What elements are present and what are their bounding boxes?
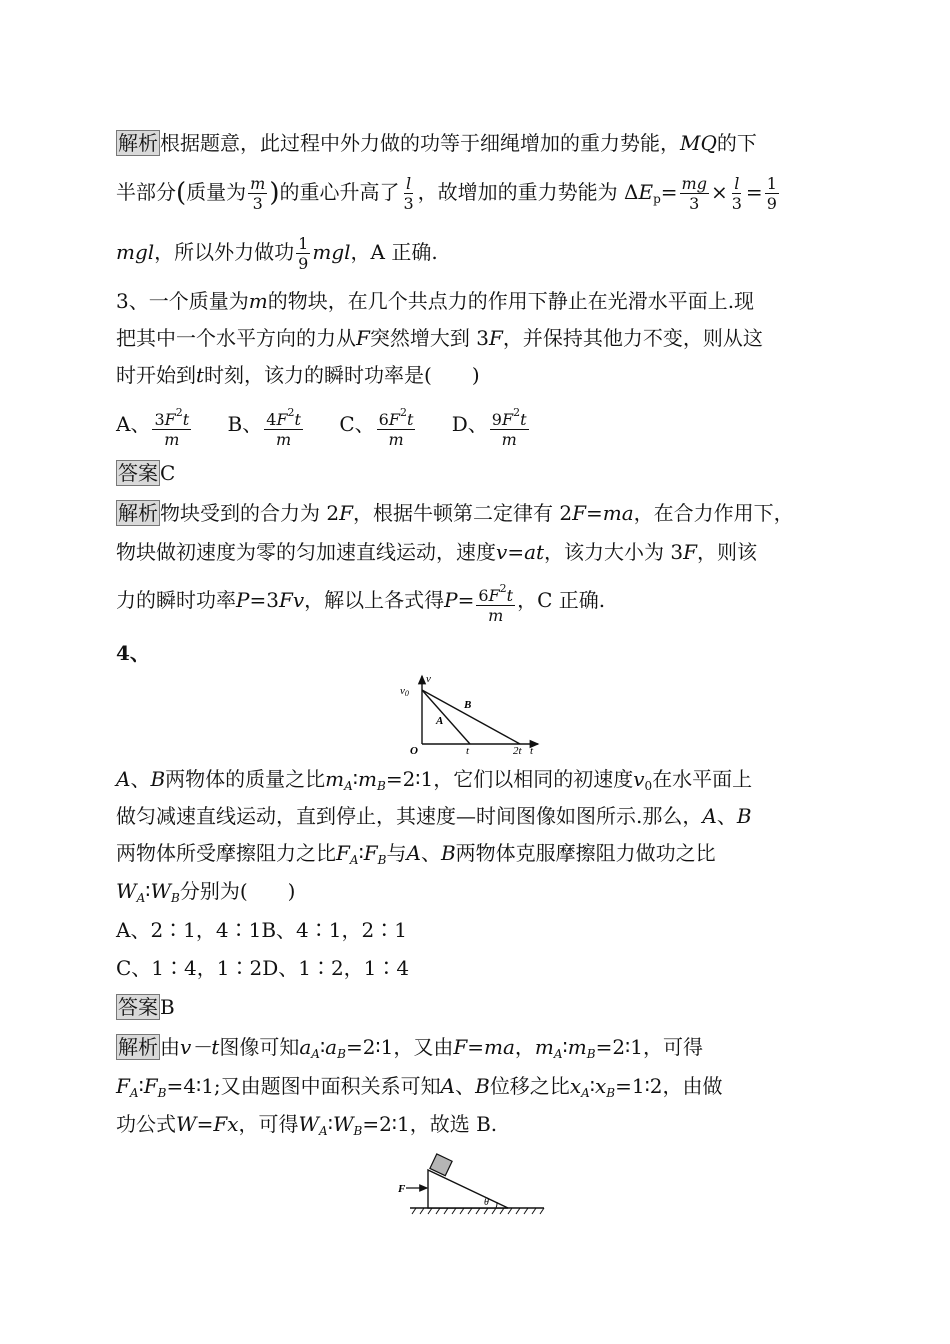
q3-analysis-line-3: 力的瞬时功率P=3Fv，解以上各式得P= $\frac{6F^2t}{m}$ ，C 正确. [116, 578, 605, 625]
option-a: A、 $\frac{3F^2t}{m}$ [116, 402, 193, 449]
q3-stem-line-1: 3、一个质量为m的物块，在几个共点力的作用下静止在光滑水平面上.现 [116, 289, 755, 313]
fraction: $\frac{l}{3}$ [731, 174, 742, 213]
q3-analysis-line-1: 解析 物块受到的合力为 2F，根据牛顿第二定律有 2F=ma，在合力作用下， [118, 501, 794, 525]
2t-tick-label: 2t [513, 745, 522, 757]
incline-wedge [428, 1170, 508, 1208]
q4-stem-line-2: 做匀减速直线运动，直到停止，其速度—时间图像如图所示.那么，A、B [116, 804, 752, 828]
line-b-label: B [464, 699, 472, 711]
q4-analysis-line-2: $F_A∶F_B=4∶1$;又由题图中面积关系可知A、B位移之比$x_A∶x_B=1∶2$，由做 [116, 1074, 723, 1100]
v-axis-label: v [426, 673, 431, 685]
q4-answer: 答案 B [118, 995, 175, 1019]
v0-label: v0 [400, 685, 409, 698]
q4-analysis-line-1: 解析 由v－t图像可知$a_A∶a_B=2∶1$，又由F=ma，$m_A∶m_B=2∶1$，可得 [118, 1035, 703, 1061]
analysis-tag: 解析 [118, 1035, 158, 1059]
line-a-label: A [436, 715, 444, 727]
q3-options [116, 402, 559, 449]
fraction: $\frac{mg}{3}$ [681, 174, 707, 213]
q3-stem-line-3: 时开始到t时刻，该力的瞬时功率是( ) [116, 363, 480, 387]
origin-label: O [410, 745, 418, 757]
analysis-tag: 解析 [118, 131, 158, 155]
q3-stem-line-2: 把其中一个水平方向的力从F突然增大到 3F，并保持其他力不变，则从这 [116, 326, 763, 350]
answer-tag: 答案 [118, 995, 158, 1019]
q2-analysis-line-2: 半部分(质量为 $\frac{m}{3}$ )的重心升高了 $\frac{l}{3}$ ，故增加的重力势能为 $\Delta E_p=$ $\frac{mg}{3}$ × $\frac{l}{3}$ = $\frac{1}{9}$ [116, 174, 777, 213]
q4-stem-line-1: A、B两物体的质量之比$m_A∶m_B=2∶1$，它们以相同的初速度$v_0$在水平面上 [116, 767, 753, 793]
analysis-tag: 解析 [118, 501, 158, 525]
q2-analysis-line-1: 解析 根据题意，此过程中外力做的功等于细绳增加的重力势能，MQ的下 [118, 131, 757, 155]
q4-options-line-2: C、1∶4，1∶2D、1∶2，1∶4 [116, 956, 410, 980]
q4-stem-line-3: 两物体所受摩擦阻力之比$F_A∶F_B$与A、B两物体克服摩擦阻力做功之比 [116, 841, 716, 867]
t-tick-label: t [466, 745, 470, 757]
t-axis-label: t [530, 745, 534, 757]
velocity-time-graph [380, 668, 560, 758]
q3-analysis-line-2: 物块做初速度为零的匀加速直线运动，速度v=at，该力大小为 3F，则该 [116, 540, 758, 564]
q4-stem-line-4: $W_A∶W_B$分别为( ) [116, 879, 296, 905]
angle-label: θ [484, 1197, 489, 1208]
incline-figure [396, 1148, 556, 1218]
q4-number: 4、 [116, 641, 150, 665]
q4-options-line-1: A、2∶1，4∶1B、4∶1，2∶1 [116, 918, 407, 942]
option-d: D、 $\frac{9F^2t}{m}$ [452, 402, 531, 449]
q3-answer: 答案 C [118, 461, 176, 485]
fraction: $\frac{1}{9}$ [298, 234, 309, 273]
force-label: F [398, 1183, 406, 1195]
ground-hatching [412, 1208, 544, 1214]
answer-tag: 答案 [118, 461, 158, 485]
fraction: $\frac{1}{9}$ [766, 174, 777, 213]
fraction: $\frac{m}{3}$ [250, 174, 266, 213]
option-b: B、 $\frac{4F^2t}{m}$ [228, 402, 305, 449]
option-c: C、 $\frac{6F^2t}{m}$ [339, 402, 417, 449]
line-a [422, 690, 470, 744]
fraction: $\frac{l}{3}$ [403, 174, 414, 213]
q4-analysis-line-3: 功公式W=Fx，可得$W_A∶W_B=2∶1$，故选 B. [116, 1112, 498, 1138]
fraction: $\frac{6F^2t}{m}$ [476, 579, 515, 625]
q2-analysis-line-3: mgl，所以外力做功 $\frac{1}{9}$ mgl，A 正确. [116, 234, 438, 273]
